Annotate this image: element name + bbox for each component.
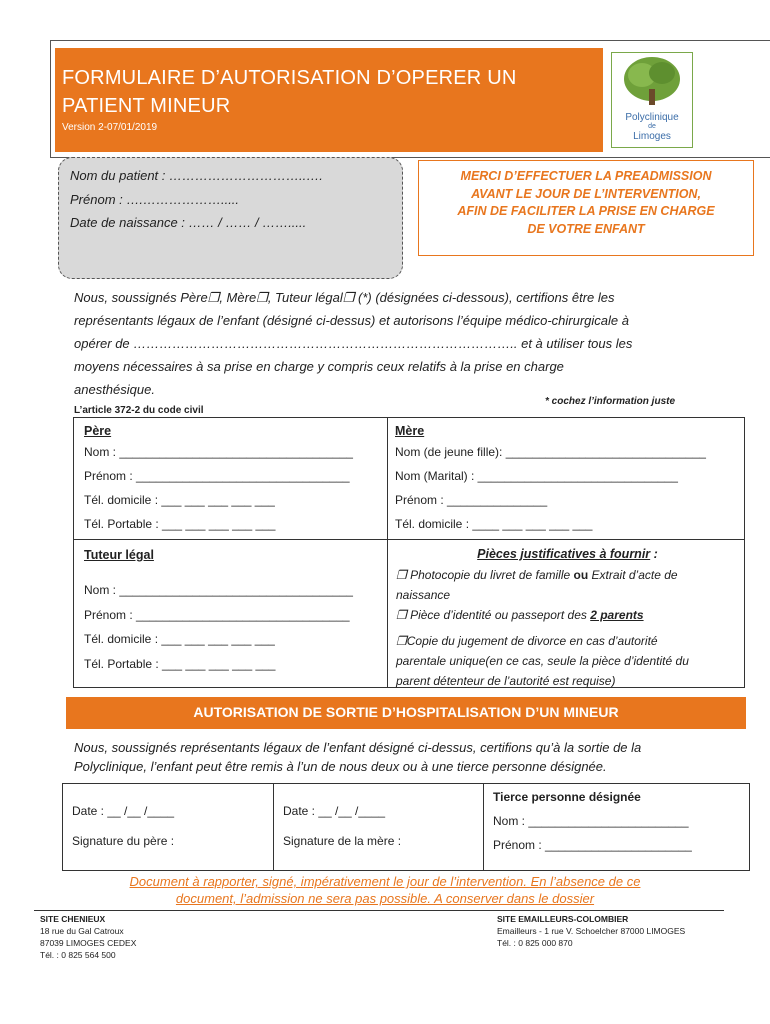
third-party-name-field[interactable]: Nom : ________________________ [493, 814, 689, 828]
address-line: Emailleurs - 1 rue V. Schoelcher 87000 LIMOGES [497, 926, 686, 936]
notice-line: MERCI D’EFFECTUER LA PREADMISSION [460, 169, 712, 183]
documents-title [395, 547, 740, 561]
document-item-divorce[interactable]: ❒Copie du jugement de divorce en cas d’autorité [396, 634, 658, 648]
documents-list [396, 565, 736, 691]
table-divider [273, 783, 274, 871]
document-item-text: ❒ Photocopie du livret de famille [396, 568, 574, 582]
site-emailleurs-address [497, 913, 685, 949]
discharge-banner-title: AUTORISATION DE SORTIE D’HOSPITALISATION D’UN MINEUR [193, 704, 619, 720]
footer-divider [34, 910, 724, 911]
preadmission-notice [420, 168, 752, 238]
guardian-firstname-field[interactable]: Prénom : ________________________________ [84, 608, 350, 622]
mother-maiden-name-field[interactable]: Nom (de jeune fille): ______________________________ [395, 445, 706, 459]
form-version: Version 2-07/01/2019 [62, 122, 158, 133]
notice-line: DE VOTRE ENFANT [527, 221, 645, 236]
documents-title-suffix: : [650, 547, 658, 561]
tree-logo-icon [612, 53, 692, 113]
document-item-text: Extrait d’acte de [588, 568, 678, 582]
declaration-line: représentants légaux de l’enfant (désigné ci-dessus) et autorisons l’équipe médico-chirurgicale à [74, 313, 629, 328]
guardian-mobile-field[interactable]: Tél. Portable : ___ ___ ___ ___ ___ [84, 657, 276, 671]
mother-home-phone-field[interactable]: Tél. domicile : ____ ___ ___ ___ ___ [395, 517, 593, 531]
footer-note-line: document, l’admission ne sera pas possible. A conserver dans le dossier [175, 891, 595, 906]
declaration-paragraph [74, 286, 698, 401]
address-line: Tél. : 0 825 564 500 [40, 950, 116, 960]
guardian-name-field[interactable]: Nom : ___________________________________ [84, 583, 353, 597]
declaration-line: moyens nécessaires à sa prise en charge y compris ceux relatifs à la prise en charge [74, 359, 564, 374]
document-item-or: ou [573, 568, 589, 582]
declaration-line[interactable]: opérer de …………………………………………………………………………….. et à utiliser tous les [74, 336, 633, 351]
declaration-line: anesthésique. [74, 382, 155, 397]
document-item-text: parent détenteur de l’autorité est requise) [396, 674, 616, 688]
site-chenieux-address [40, 913, 136, 961]
father-section-title: Père [84, 424, 112, 438]
discharge-line: Nous, soussignés représentants légaux de l’enfant désigné ci-dessus, certifions qu’à la sortie de la [74, 740, 642, 755]
third-party-firstname-field[interactable]: Prénom : ______________________ [493, 838, 692, 852]
document-item-id[interactable] [396, 605, 736, 625]
document-item-parents: 2 parents [590, 608, 644, 622]
father-signature-field[interactable]: Signature du père : [72, 834, 175, 848]
document-item-text: parentale unique(en ce cas, seule la pièce d’identité du [396, 654, 689, 668]
address-line: Tél. : 0 825 000 870 [497, 938, 573, 948]
guardian-home-phone-field[interactable]: Tél. domicile : ___ ___ ___ ___ ___ [84, 632, 275, 646]
logo-line-2: de [648, 123, 656, 130]
documents-title-text: Pièces justificatives à fournir [477, 547, 651, 561]
mother-section-title: Mère [395, 424, 425, 438]
site-name: SITE EMAILLEURS-COLOMBIER [497, 914, 629, 924]
declaration-line[interactable]: Nous, soussignés Père❒, Mère❒, Tuteur légal❒ (*) (désignées ci-dessous), certifions être les [74, 290, 615, 305]
father-mobile-field[interactable]: Tél. Portable : ___ ___ ___ ___ ___ [84, 517, 276, 531]
address-line: 18 rue du Gal Catroux [40, 926, 124, 936]
third-party-title: Tierce personne désignée [493, 790, 641, 804]
document-item-text: ❒ Pièce d’identité ou passeport des [396, 608, 591, 622]
mother-signature-field[interactable]: Signature de la mère : [283, 834, 402, 848]
document-item-text: naissance [396, 588, 451, 602]
father-name-field[interactable]: Nom : ___________________________________ [84, 445, 353, 459]
table-divider [483, 783, 484, 871]
notice-line: AVANT LE JOUR DE L’INTERVENTION, [471, 186, 701, 201]
document-item-family-book[interactable] [396, 565, 736, 585]
father-home-phone-field[interactable]: Tél. domicile : ___ ___ ___ ___ ___ [84, 493, 275, 507]
site-name: SITE CHENIEUX [40, 914, 106, 924]
table-divider [73, 539, 745, 540]
check-note: * cochez l’information juste [545, 396, 676, 407]
discharge-paragraph [74, 738, 714, 776]
guardian-section-title: Tuteur légal [84, 548, 154, 562]
father-firstname-field[interactable]: Prénom : ________________________________ [84, 469, 350, 483]
mother-married-name-field[interactable]: Nom (Marital) : ______________________________ [395, 469, 678, 483]
patient-firstname-field[interactable]: Prénom : ….………………..... [70, 192, 240, 207]
logo-line-1: Polyclinique [625, 112, 679, 123]
patient-birthdate-field[interactable]: Date de naissance : …… / …… / ……..... [70, 215, 307, 230]
mother-date-field[interactable]: Date : __ /__ /____ [283, 804, 386, 818]
discharge-line: Polyclinique, l’enfant peut être remis à l’un de nous deux ou à une tierce personne désignée. [74, 759, 607, 774]
father-date-field[interactable]: Date : __ /__ /____ [72, 804, 175, 818]
logo-line-3: Limoges [633, 131, 671, 142]
mother-firstname-field[interactable]: Prénom : _______________ [395, 493, 548, 507]
address-line: 87039 LIMOGES CEDEX [40, 938, 137, 948]
footer-note-line: Document à rapporter, signé, impérativement le jour de l’intervention. En l’absence de ce [129, 874, 641, 889]
form-title: FORMULAIRE D’AUTORISATION D’OPERER UN PATIENT MINEUR [62, 67, 517, 117]
patient-name-field[interactable]: Nom du patient : …………………………..…. [70, 168, 323, 183]
civil-code-article: L’article 372-2 du code civil [74, 405, 204, 416]
table-divider [387, 417, 388, 688]
logo-text [611, 112, 693, 142]
notice-line: AFIN DE FACILITER LA PRISE EN CHARGE [457, 204, 715, 218]
